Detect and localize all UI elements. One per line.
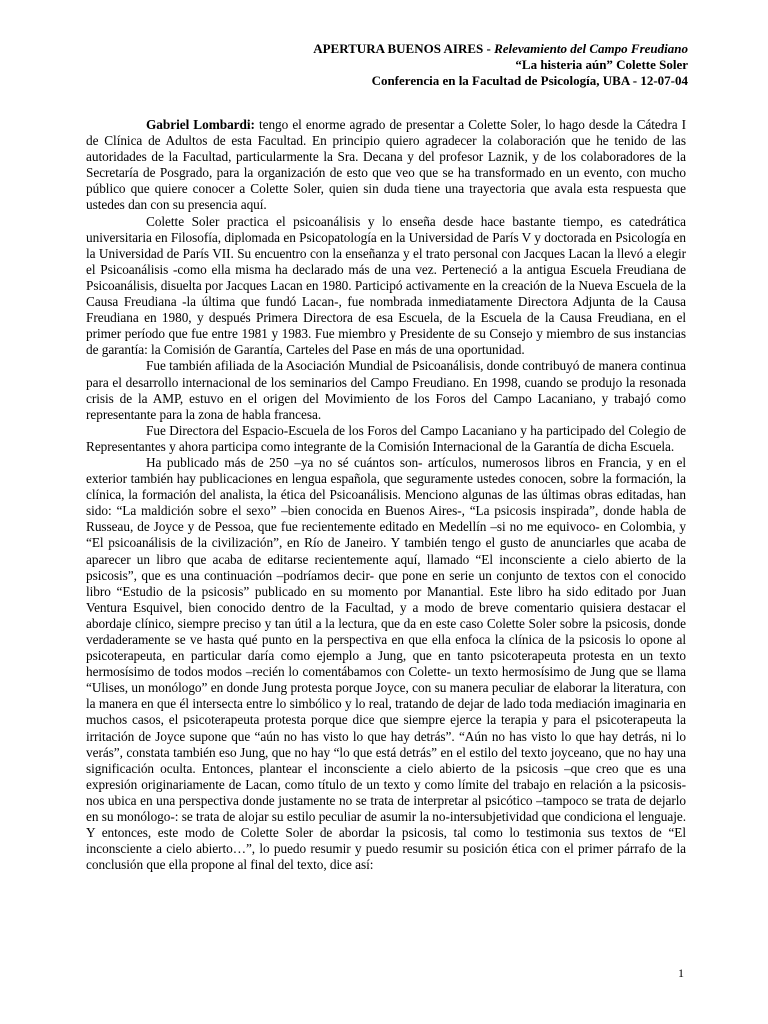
document-body (86, 117, 686, 873)
event-subtitle: Relevamiento del Campo Freudiano (494, 41, 688, 56)
paragraph (86, 117, 686, 214)
venue-date: Conferencia en la Facultad de Psicología, UBA - 12-07-04 (371, 73, 688, 88)
paragraph: Colette Soler practica el psicoanálisis y lo enseña desde hace bastante tiempo, es catedrática universitaria en Filosofía, diplomada en Psicopatología en la Universidad de París V y doctorada en Psicología en la Universidad de París VII. Su encuentro con la enseñanza y el trato personal con Jacques Lacan la llevó a elegir el Psicoanálisis -como ella misma ha declarado más de una vez. Perteneció a la antigua Escuela Freudiana de Psicoanálisis, disuelta por Jacques Lacan en 1980. Participó activamente en la creación de la Nueva Escuela de la Causa Freudiana -la última que fundó Lacan-, fue nombrada inmediatamente Directora Adjunta de la Causa Freudiana en 1980, y después Primera Directora de esa Escuela, de la Escuela de la Causa Freudiana, en el primer período que fue entre 1981 y 1983. Fue miembro y Presidente de su Consejo y miembro de sus instancias de garantía: la Comisión de Garantía, Carteles del Pase en más de una oportunidad. (86, 213, 686, 358)
paragraph-text: tengo el enorme agrado de presentar a Colette Soler, lo hago desde la Cátedra I de Clínica de Adultos de esta Facultad. En principio quiero agradecer la colaboración que he tenido de las autoridades de la Facultad, particularmente la Sra. Decana y del profesor Laznik, y de los colaboradores de la Secretaría de Posgrado, para la organización de esto que veo que se ha transformado en un evento, con mucho público que quiere conocer a Colette Soler, quien sin duda tiene una trayectoria que avala esta respuesta que ustedes dan con su presencia aquí. (86, 117, 687, 213)
speaker-name: Gabriel Lombardi: (146, 117, 255, 132)
header-separator: - (483, 41, 495, 56)
paragraph: Ha publicado más de 250 –ya no sé cuántos son- artículos, numerosos libros en Francia, y en el exterior también hay publicaciones en lengua española, que seguramente ustedes conocen, sobre la formación, la clínica, la formación del analista, la ética del Psicoanálisis. Menciono algunas de las últimas obras editadas, han sido: “La maldición sobre el sexo” –bien conocida en Buenos Aires-, “La psicosis inspirada”, donde habla de Russeau, de Joyce y de Pessoa, que fue recientemente editado en Medellín –si no me equivoco- en Colombia, y “El psicoanálisis de la civilización”, en Río de Janeiro. Y también tengo el gusto de anunciarles que acaba de aparecer un libro que acaba de editarse recientemente aquí, llamado “El inconsciente a cielo abierto de la psicosis”, que es una continuación –podríamos decir- que pone en serie un conjunto de textos con el conocido libro “Estudio de la psicosis” publicado en su momento por Manantial. Este libro ha sido editado por Juan Ventura Esquivel, bien conocido dentro de la Facultad, y a modo de breve comentario quisiera destacar el abordaje clínico, siempre preciso y tan útil a la lectura, que da en este caso Colette Soler sobre la psicosis, donde verdaderamente se ve hasta qué punto en la perspectiva en que ella enfoca la clínica de la psicosis lo opone al psicoterapeuta, en particular daría como ejemplo a Jung, que en tanto psicoterapeuta protesta en un texto hermosísimo de todos modos –recién lo comentábamos con Colette- un texto hermosísimo de Jung que se llama “Ulises, un monólogo” en donde Jung protesta porque Joyce, con su manera peculiar de elaborar la literatura, con la manera en que él intersecta entre lo simbólico y lo real, tratando de dejar de lado toda mediación imaginaria en muchos casos, el psicoterapeuta protesta porque dice que siempre ejerce la terapia y para el psicoterapeuta la irritación de Joyce supone que “aún no has visto lo que hay detrás”. “Aún no has visto lo que hay detrás, ni lo verás”, constata también eso Jung, que no hay “lo que está detrás” en el estilo del texto joyceano, que no hay una significación oculta. Entonces, plantear el inconsciente a cielo abierto de la psicosis –que creo que es una expresión originariamente de Lacan, como título de un texto y como límite del trabajo en relación a la psicosis- nos ubica en una perspectiva donde justamente no se trata de interpretar al psicótico –tampoco se trata de dejarlo en su monólogo-: se trata de alojar su estilo peculiar de asumir la no-intersubjetividad que condiciona el lenguaje. Y entonces, este modo de Colette Soler de abordar la psicosis, tal como lo testimonia sus textos de “El inconsciente a cielo abierto…”, lo puedo resumir y puedo resumir su posición ética con el primer párrafo de la conclusión que ella propone al final del texto, dice así: (86, 454, 686, 873)
paragraph: Fue también afiliada de la Asociación Mundial de Psicoanálisis, donde contribuyó de manera continua para el desarrollo internacional de los seminarios del Campo Freudiano. En 1998, cuando se produjo la resonada crisis de la AMP, estuvo en el origen del Movimiento de los Foros del Campo Lacaniano, y trabajó como representante para la zona de habla francesa. (86, 358, 686, 422)
paragraph: Fue Directora del Espacio-Escuela de los Foros del Campo Lacaniano y ha participado del Colegio de Representantes y ahora participa como integrante de la Comisión Internacional de la Garantía de dicha Escuela. (86, 422, 686, 454)
page-number: 1 (678, 966, 684, 980)
document-header (313, 41, 688, 89)
header-line-1 (313, 41, 688, 57)
talk-title: “La histeria aún” Colette Soler (515, 57, 688, 72)
event-title: APERTURA BUENOS AIRES (313, 41, 484, 56)
